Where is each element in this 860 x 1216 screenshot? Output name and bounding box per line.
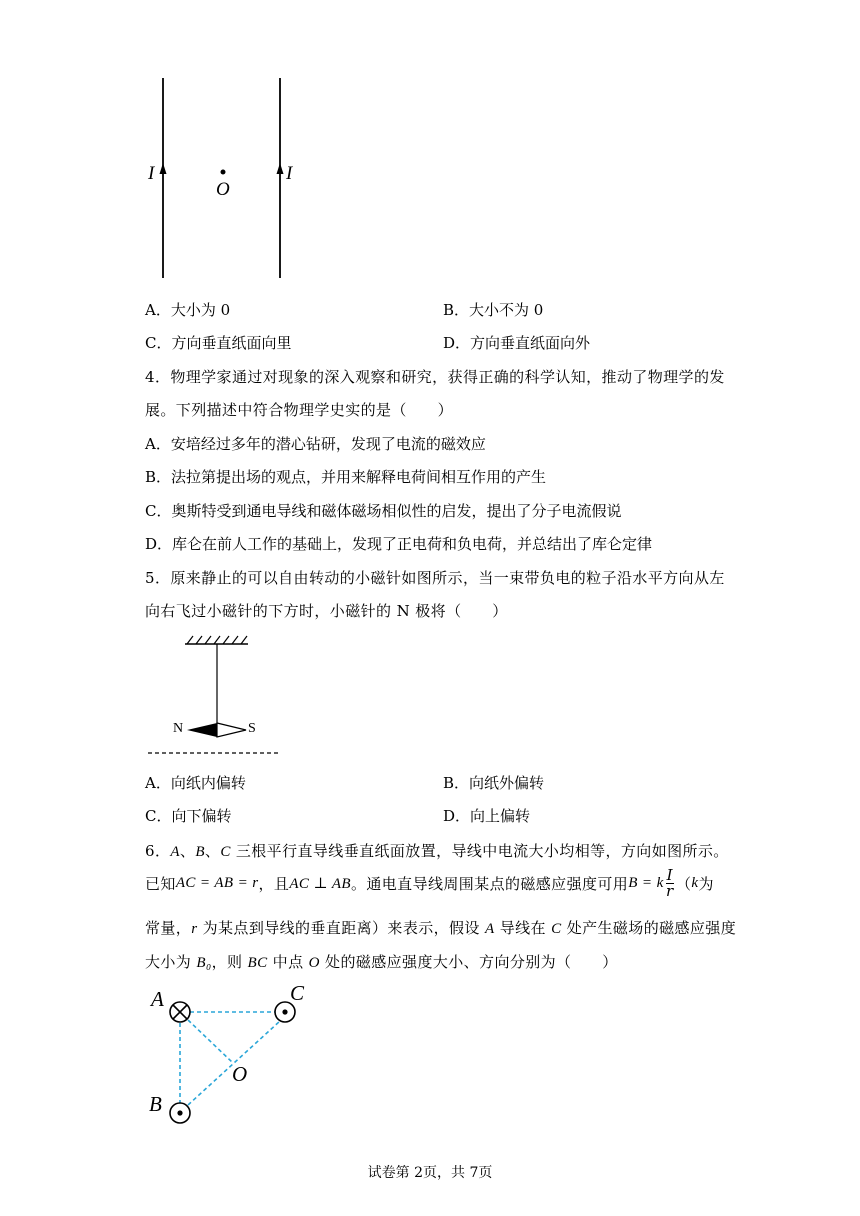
q4-stem-line2: 展。下列描述中符合物理学史实的是（ ） (145, 401, 454, 419)
point-o-label: O (216, 179, 230, 200)
q6-stem-line1: 6．A、B、C 三根平行直导线垂直纸面放置，导线中电流大小均相等，方向如图所示。 (145, 842, 729, 860)
q5-stem-line1: 5．原来静止的可以自由转动的小磁针如图所示，当一束带负电的粒子沿水平方向从左 (145, 569, 725, 587)
q3-option-d: D．方向垂直纸面向外 (443, 334, 591, 352)
wire-b-out-of-page-icon (170, 1103, 190, 1123)
q5-option-c: C．向下偏转 (145, 807, 232, 825)
q5-option-d: D．向上偏转 (443, 807, 531, 825)
page-footer: 试卷第 2页，共 7页 (367, 1165, 493, 1181)
q3-option-b: B．大小不为 0 (443, 301, 544, 319)
needle-n-label: N (173, 721, 184, 736)
wire-c-label: C (290, 981, 305, 1005)
fraction-i-over-r: $\frac{I}{r}$ (666, 865, 674, 900)
point-o-label-q6: O (232, 1062, 248, 1086)
right-current-label: I (286, 163, 293, 184)
q4-stem-line1: 4．物理学家通过对现象的深入观察和研究，获得正确的科学认知，推动了物理学的发 (145, 368, 725, 386)
wire-b-label: B (149, 1092, 162, 1116)
q6-stem-line4: 大小为 B₀，则 BC 中点 O 处的磁感应强度大小、方向分别为（ ） (145, 953, 618, 971)
q5-option-a: A．向纸内偏转 (145, 774, 246, 792)
q4-option-b: B．法拉第提出场的观点，并用来解释电荷间相互作用的产生 (145, 468, 547, 486)
q4-option-d: D．库仑在前人工作的基础上，发现了正电荷和负电荷，并总结出了库仑定律 (145, 535, 653, 553)
q4-option-a: A．安培经过多年的潜心钻研，发现了电流的磁效应 (145, 435, 486, 453)
q3-option-c: C．方向垂直纸面向里 (145, 334, 292, 352)
dashed-ao (188, 1020, 233, 1063)
equation-ac-ab-r: AC = AB = r (175, 874, 259, 891)
q6-stem-line2: 已知 AC = AB = r ，且 AC ⊥ AB 。通电直导线周围某点的磁感应强度可用 B = k $\frac{I}{r}$ （ k 为 (145, 865, 714, 900)
q3-option-a: A．大小为 0 (145, 301, 231, 319)
q4-option-c: C．奥斯特受到通电导线和磁体磁场相似性的启发，提出了分子电流假说 (145, 502, 622, 520)
left-current-label: I (148, 163, 155, 184)
wire-a-label: A (151, 987, 164, 1011)
formula-b-equals-k: B = k (628, 874, 664, 891)
equation-ac-perp-ab: AC ⊥ AB (289, 875, 351, 892)
q6-stem-line3: 常量，r 为某点到导线的垂直距离）来表示，假设 A 导线在 C 处产生磁场的磁感应强度 (145, 919, 737, 937)
q5-option-b: B．向纸外偏转 (443, 774, 545, 792)
needle-s-label: S (248, 721, 256, 736)
q5-stem-line2: 向右飞过小磁针的下方时，小磁针的 N 极将（ ） (145, 602, 508, 620)
wire-a-into-page-icon (170, 1002, 190, 1022)
